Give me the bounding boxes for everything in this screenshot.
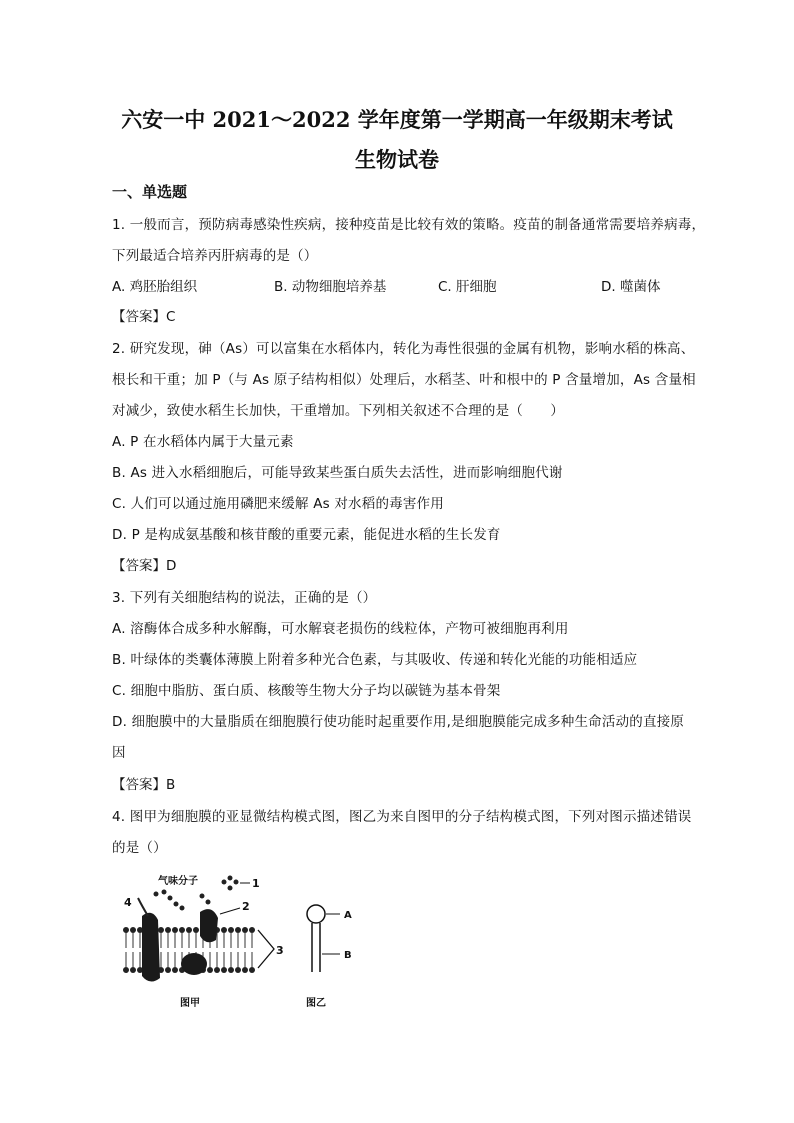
phospholipid-tails (312, 923, 320, 972)
question-2-option-b: B. As 进入水稻细胞后，可能导致某些蛋白质失去活性，进而影响细胞代谢 (112, 465, 563, 481)
question-3-option-b: B. 叶绿体的类囊体薄膜上附着多种光合色素，与其吸收、传递和转化光能的功能相适应 (112, 652, 638, 668)
question-2-line-2: 根长和干重；加 P（与 As 原子结构相似）处理后，水稻茎、叶和根中的 P 含量增加，As 含量相 (112, 372, 696, 388)
phospholipid-head (307, 905, 325, 923)
label-3-bracket (258, 930, 274, 968)
figure-jia-caption: 图甲 (180, 998, 200, 1009)
question-1-option-d: D. 噬菌体 (601, 279, 661, 295)
page-subtitle: 生物试卷 (355, 147, 439, 172)
figure-yi-caption: 图乙 (306, 998, 326, 1009)
answer-label: 【答案】 (112, 777, 166, 793)
question-3-option-d-cont: 因 (112, 745, 126, 761)
question-3-line-1: 3. 下列有关细胞结构的说法，正确的是（） (112, 590, 377, 606)
question-2-option-c: C. 人们可以通过施用磷肥来缓解 As 对水稻的毒害作用 (112, 496, 444, 512)
question-2-line-3: 对减少，致使水稻生长加快，干重增加。下列相关叙述不合理的是（ ） (112, 403, 565, 419)
glycoprotein-chain (138, 898, 148, 916)
question-1-option-b: B. 动物细胞培养基 (274, 279, 387, 295)
label-a: A (344, 910, 352, 921)
answer-value: B (166, 777, 176, 793)
odor-molecule-label: 气味分子 (158, 876, 198, 887)
answer-label: 【答案】 (112, 558, 166, 574)
membrane-protein-bottom (181, 953, 207, 975)
answer-value: D (166, 558, 177, 574)
question-1-line-1: 1. 一般而言，预防病毒感染性疾病，接种疫苗是比较有效的策略。疫苗的制备通常需要培养病毒， (112, 217, 706, 233)
label-b: B (344, 950, 352, 961)
question-3-answer (112, 773, 175, 793)
question-3-option-a: A. 溶酶体合成多种水解酶，可水解衰老损伤的线粒体，产物可被细胞再利用 (112, 621, 569, 637)
answer-label: 【答案】 (112, 309, 166, 325)
label-1: 1 (252, 877, 260, 890)
question-2-option-a: A. P 在水稻体内属于大量元素 (112, 434, 294, 450)
membrane-protein-4 (142, 913, 160, 982)
question-4-line-2: 的是（） (112, 840, 167, 856)
figure-yi (306, 905, 352, 1009)
question-2-line-1: 2. 研究发现，砷（As）可以富集在水稻体内，转化为毒性很强的金属有机物，影响水稻的株高、 (112, 341, 695, 357)
membrane-figure (112, 868, 372, 1018)
question-3-option-d: D. 细胞膜中的大量脂质在细胞膜行使功能时起重要作用,是细胞膜能完成多种生命活动的直接原 (112, 714, 685, 730)
receptor-protein-2 (200, 909, 218, 942)
question-2-answer (112, 554, 176, 574)
label-2: 2 (242, 900, 250, 913)
question-1-option-a: A. 鸡胚胎组织 (112, 279, 198, 295)
question-1-option-c: C. 肝细胞 (438, 279, 497, 295)
label-2-leader (220, 908, 240, 914)
question-3-option-c: C. 细胞中脂肪、蛋白质、核酸等生物大分子均以碳链为基本骨架 (112, 683, 501, 699)
answer-value: C (166, 309, 176, 325)
question-1-answer (112, 305, 175, 325)
page-title: 六安一中 2021～2022 学年度第一学期高一年级期末考试 (121, 107, 673, 132)
question-2-option-d: D. P 是构成氨基酸和核苷酸的重要元素，能促进水稻的生长发育 (112, 527, 501, 543)
question-4-line-1: 4. 图甲为细胞膜的亚显微结构模式图，图乙为来自图甲的分子结构模式图，下列对图示描述错误 (112, 809, 692, 825)
label-4: 4 (124, 896, 132, 909)
figure-jia (123, 874, 284, 1009)
section-heading: 一、单选题 (112, 183, 188, 201)
question-1-line-2: 下列最适合培养丙肝病毒的是（） (112, 248, 318, 264)
label-3: 3 (276, 944, 284, 957)
